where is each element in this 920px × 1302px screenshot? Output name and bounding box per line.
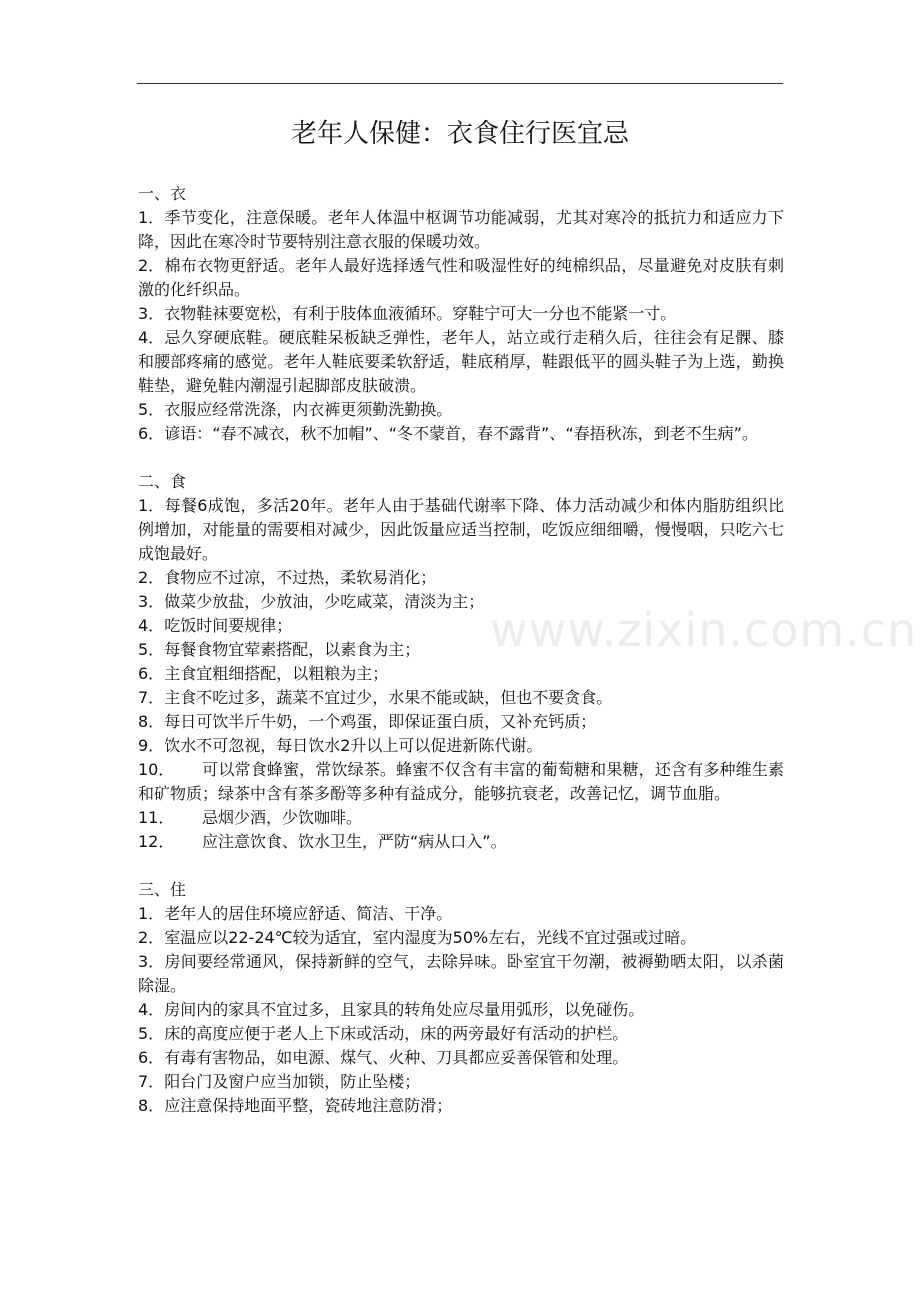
item-text: 主食宜粗细搭配，以粗粮为主； (164, 664, 389, 683)
item-number: 5． (138, 400, 165, 419)
list-item (138, 830, 784, 854)
item-number: 4． (138, 616, 165, 635)
list-item (138, 1022, 784, 1046)
item-text: 棉布衣物更舒适。老年人最好选择透气性和吸湿性好的纯棉织品，尽量避免对皮肤有刺激的化纤织品。 (138, 256, 784, 299)
item-text: 房间要经常通风，保持新鲜的空气，去除异味。卧室宜干勿潮，被褥勤晒太阳，以杀菌除湿。 (138, 952, 784, 995)
item-number: 2． (138, 256, 165, 275)
list-item (138, 398, 784, 422)
list-item (138, 326, 784, 398)
item-text: 食物应不过凉，不过热，柔软易消化； (164, 568, 437, 587)
item-number: 3． (138, 592, 165, 611)
list-item (138, 902, 784, 926)
item-text: 吃饭时间要规律； (164, 616, 293, 635)
item-number: 6． (138, 664, 165, 683)
item-number: 3． (138, 952, 165, 971)
item-text: 衣服应经常洗涤，内衣裤更须勤洗勤换。 (164, 400, 453, 419)
item-text: 主食不吃过多，蔬菜不宜过少，水果不能或缺，但也不要贪食。 (164, 688, 613, 707)
item-number: 4． (138, 328, 165, 347)
item-text: 应注意饮食、饮水卫生，严防“病从口入”。 (202, 832, 507, 851)
item-text: 饮水不可忽视，每日饮水2升以上可以促进新陈代谢。 (164, 736, 543, 755)
item-number: 10． (138, 760, 175, 779)
list-item (138, 686, 784, 710)
item-text: 季节变化，注意保暖。老年人体温中枢调节功能减弱，尤其对寒冷的抵抗力和适应力下降，因此在寒冷时节要特别注意衣服的保暖功效。 (138, 208, 784, 251)
item-number: 11． (138, 808, 175, 827)
item-number: 1． (138, 208, 165, 227)
item-text: 谚语：“春不减衣，秋不加帽”、“冬不蒙首，春不露背”、“春捂秋冻，到老不生病”。 (164, 424, 758, 443)
list-item (138, 566, 784, 590)
list-item (138, 1070, 784, 1094)
list-item (138, 254, 784, 302)
item-number: 1． (138, 904, 165, 923)
page-title: 老年人保健：衣食住行医宜忌 (290, 119, 629, 149)
item-text: 老年人的居住环境应舒适、简洁、干净。 (164, 904, 453, 923)
list-item (138, 422, 784, 446)
document-body (138, 182, 784, 1142)
item-number: 8． (138, 1096, 165, 1115)
list-item (138, 1094, 784, 1118)
item-number: 8． (138, 712, 165, 731)
section-heading: 二、食 (138, 472, 187, 491)
item-number: 12． (138, 832, 175, 851)
section-heading: 一、衣 (138, 184, 187, 203)
item-text: 做菜少放盐，少放油，少吃咸菜，清淡为主； (164, 592, 485, 611)
item-number: 4． (138, 1000, 165, 1019)
watermark: www.zixin.com.cn (490, 603, 918, 657)
list-item (138, 494, 784, 566)
item-text: 每餐6成饱，多活20年。老年人由于基础代谢率下降、体力活动减少和体内脂肪组织比例增加，对能量的需要相对减少，因此饭量应适当控制，吃饭应细细嚼，慢慢咽，只吃六七成饱最好。 (138, 496, 784, 563)
item-text: 忌烟少酒，少饮咖啡。 (202, 808, 363, 827)
list-item (138, 998, 784, 1022)
list-item (138, 950, 784, 998)
item-number: 3． (138, 304, 165, 323)
item-text: 阳台门及窗户应当加锁，防止坠楼； (164, 1072, 421, 1091)
list-item (138, 206, 784, 254)
item-number: 5． (138, 1024, 165, 1043)
list-item (138, 662, 784, 686)
list-item (138, 734, 784, 758)
item-text: 应注意保持地面平整，瓷砖地注意防滑； (164, 1096, 453, 1115)
header-rule (137, 83, 783, 84)
item-text: 每餐食物宜荤素搭配，以素食为主； (164, 640, 421, 659)
list-item (138, 1046, 784, 1070)
item-text: 床的高度应便于老人上下床或活动，床的两旁最好有活动的护栏。 (164, 1024, 629, 1043)
item-number: 5． (138, 640, 165, 659)
item-number: 1． (138, 496, 165, 515)
list-item (138, 302, 784, 326)
item-number: 2． (138, 928, 165, 947)
item-text: 有毒有害物品，如电源、煤气、火种、刀具都应妥善保管和处理。 (164, 1048, 629, 1067)
item-text: 忌久穿硬底鞋。硬底鞋呆板缺乏弹性，老年人，站立或行走稍久后，往往会有足髁、膝和腰部疼痛的感觉。老年人鞋底要柔软舒适，鞋底稍厚，鞋跟低平的圆头鞋子为上选，勤换鞋垫，避免鞋内潮湿引起脚部皮肤破溃。 (138, 328, 784, 395)
item-text: 房间内的家具不宜过多，且家具的转角处应尽量用弧形，以免碰伤。 (164, 1000, 645, 1019)
item-number: 6． (138, 424, 165, 443)
list-item (138, 710, 784, 734)
section (138, 878, 784, 1118)
item-number: 7． (138, 1072, 165, 1091)
item-number: 7． (138, 688, 165, 707)
list-item (138, 758, 784, 806)
list-item (138, 638, 784, 662)
item-number: 6． (138, 1048, 165, 1067)
section-heading: 三、住 (138, 880, 187, 899)
item-text: 可以常食蜂蜜，常饮绿茶。蜂蜜不仅含有丰富的葡萄糖和果糖，还含有多种维生素和矿物质；绿茶中含有茶多酚等多种有益成分，能够抗衰老，改善记忆，调节血脂。 (138, 760, 784, 803)
list-item (138, 590, 784, 614)
item-number: 9． (138, 736, 165, 755)
item-text: 室温应以22-24℃较为适宜，室内湿度为50%左右，光线不宜过强或过暗。 (164, 928, 697, 947)
item-text: 衣物鞋袜要宽松，有利于肢体血液循环。穿鞋宁可大一分也不能紧一寸。 (164, 304, 677, 323)
item-text: 每日可饮半斤牛奶，一个鸡蛋，即保证蛋白质，又补充钙质； (164, 712, 597, 731)
list-item (138, 614, 784, 638)
list-item (138, 926, 784, 950)
section (138, 182, 784, 446)
list-item (138, 806, 784, 830)
item-number: 2． (138, 568, 165, 587)
section (138, 470, 784, 854)
